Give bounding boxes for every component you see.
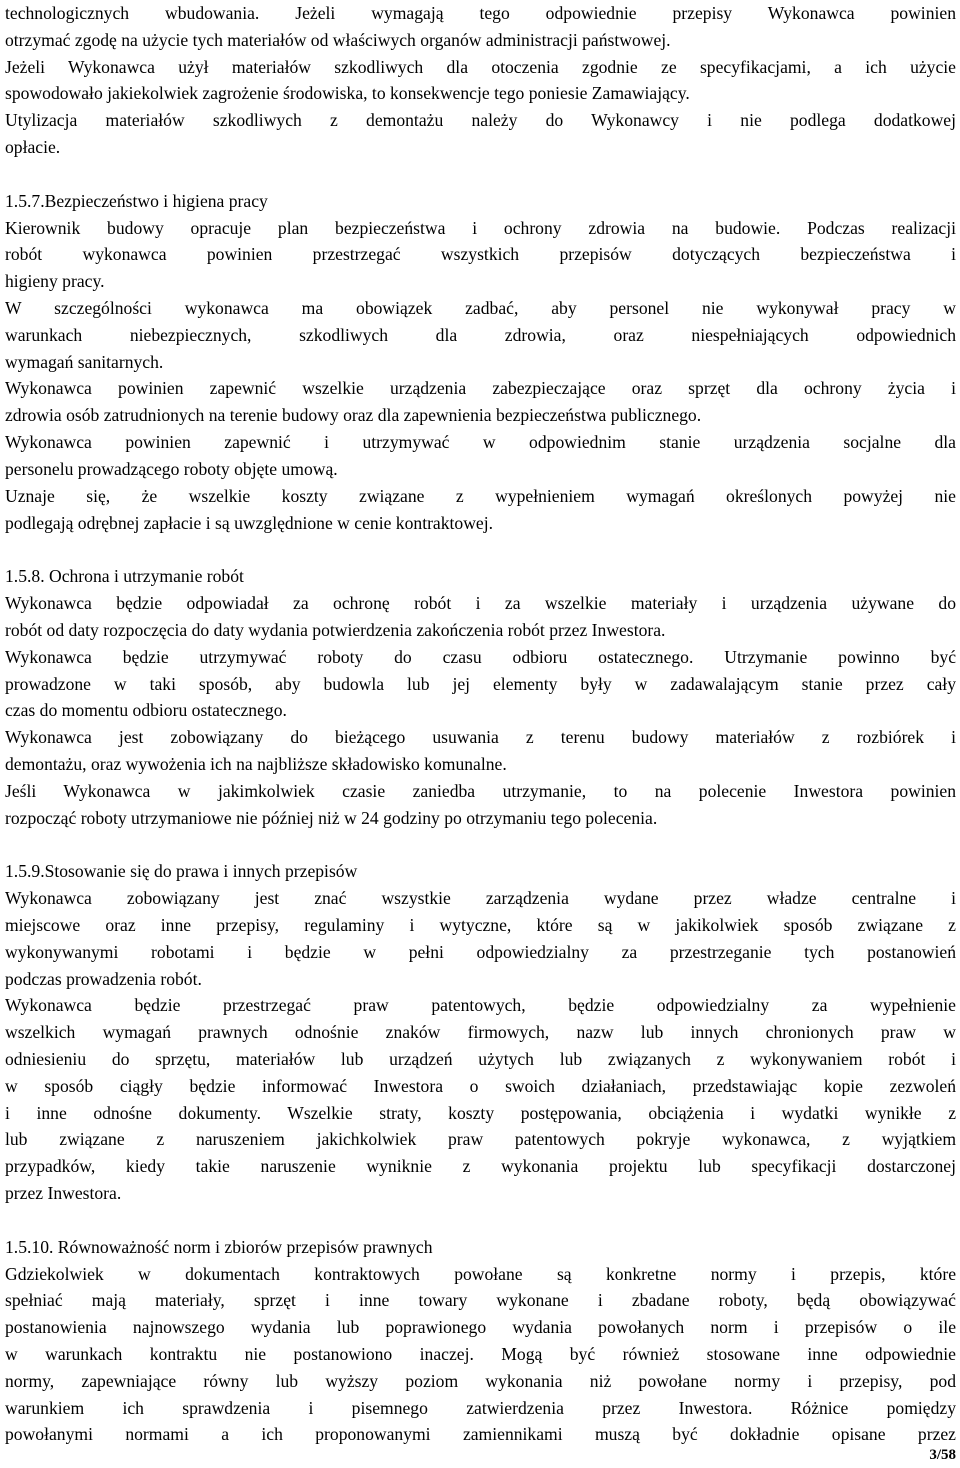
text-line: wszelkich wymagań prawnych odnośnie znaków firmowych, nazw lub innych chronionych praw w <box>5 1022 956 1043</box>
text-line: warunkach niebezpiecznych, szkodliwych dla zdrowia, oraz niespełniających odpowiednich <box>5 324 956 345</box>
text-line: otrzymać zgodę na użycie tych materiałów od właściwych organów administracji państwowej. <box>5 29 671 50</box>
text-line: postanowienia najnowszego wydania lub poprawionego wydania powołanych norm i przepisów o ile <box>5 1317 956 1338</box>
text-line: robót od daty rozpoczęcia do daty wydania potwierdzenia zakończenia robót przez Inwestora. <box>5 619 666 640</box>
text-line: czas do momentu odbioru ostatecznego. <box>5 700 287 721</box>
text-line: Kierownik budowy opracuje plan bezpieczeństwa i ochrony zdrowia na budowie. Podczas realizacji <box>5 217 956 238</box>
text-line: 1.5.7.Bezpieczeństwo i higiena pracy <box>5 190 268 211</box>
text-line: Wykonawca będzie przestrzegać praw patentowych, będzie odpowiedzialny za wypełnienie <box>5 995 956 1016</box>
text-line: opłacie. <box>5 137 61 158</box>
text-line: podlegają odrębnej zapłacie i są uwzględnione w cenie kontraktowej. <box>5 512 494 533</box>
text-line: wykonywanymi robotami i będzie w pełni odpowiedzialny za przestrzeganie tych postanowień <box>5 941 956 962</box>
text-line: zdrowia osób zatrudnionych na terenie budowy oraz dla zapewnienia bezpieczeństwa publicznego. <box>5 405 702 426</box>
text-line: prowadzone w taki sposób, aby budowla lub jej elementy były w zadawalającym stanie przez cały <box>5 673 956 694</box>
text-line: wymagań sanitarnych. <box>5 351 164 372</box>
text-line: normy, zapewniające równy lub wyższy poziom wykonania niż powołane normy i przepisy, pod <box>5 1370 956 1391</box>
text-line: technologicznych wbudowania. Jeżeli wymagają tego odpowiednie przepisy Wykonawca powinien <box>5 3 956 23</box>
text-line: przypadków, kiedy takie naruszenie wyniknie z wykonania projektu lub specyfikacji dostarczonej <box>5 1156 956 1177</box>
text-line: 1.5.8. Ochrona i utrzymanie robót <box>5 566 244 587</box>
text-line: demontażu, oraz wywożenia ich na najbliższe składowisko komunalne. <box>5 753 507 774</box>
text-line: w warunkach kontraktu nie postanowiono inaczej. Mogą być również stosowane inne odpowiednie <box>5 1344 956 1364</box>
text-line: 1.5.10. Równoważność norm i zbiorów przepisów prawnych <box>5 1236 433 1257</box>
text-line: Wykonawca powinien zapewnić i utrzymywać w odpowiednim stanie urządzenia socjalne dla <box>5 432 956 453</box>
text-line: i inne odnośne dokumenty. Wszelkie straty, koszty postępowania, obciążenia i wydatki wynikłe z <box>5 1102 956 1123</box>
text-line: spowodowało jakiekolwiek zagrożenie środowiska, to konsekwencje tego poniesie Zamawiający. <box>5 83 690 104</box>
text-line: higieny pracy. <box>5 271 105 292</box>
text-line: przez Inwestora. <box>5 1183 122 1204</box>
text-line: Wykonawca będzie odpowiadał za ochronę robót i za wszelkie materiały i urządzenia używane do <box>5 593 956 614</box>
text-line: warunkiem ich sprawdzenia i pisemnego zatwierdzenia przez Inwestora. Różnice pomiędzy <box>5 1397 956 1418</box>
text-line: Wykonawca zobowiązany jest znać wszystkie zarządzenia wydane przez władze centralne i <box>5 888 956 909</box>
text-line: miejscowe oraz inne przepisy, regulaminy i wytyczne, które są w jakikolwiek sposób związane z <box>5 914 956 935</box>
text-line: Utylizacja materiałów szkodliwych z demontażu należy do Wykonawcy i nie podlega dodatkowej <box>5 110 956 131</box>
text-line: Wykonawca jest zobowiązany do bieżącego usuwania z terenu budowy materiałów z rozbiórek i <box>5 727 956 748</box>
text-line: rozpocząć roboty utrzymaniowe nie później niż w 24 godziny po otrzymaniu tego polecenia. <box>5 807 658 828</box>
text-line: odniesieniu do sprzętu, materiałów lub urządzeń użytych lub związanych z wykonywaniem robót i <box>5 1048 956 1069</box>
text-line: Wykonawca powinien zapewnić wszelkie urządzenia zabezpieczające oraz sprzęt dla ochrony życia i <box>5 378 956 399</box>
text-line: w sposób ciągły będzie informować Inwestora o swoich działaniach, przedstawiając kopie zezwoleń <box>5 1075 956 1096</box>
page-number: 3/58 <box>929 1447 956 1463</box>
text-line: Wykonawca będzie utrzymywać roboty do czasu odbioru ostatecznego. Utrzymanie powinno być <box>5 646 956 667</box>
text-line: spełniać mają materiały, sprzęt i inne towary wykonane i zbadane roboty, będą obowiązywać <box>5 1290 956 1311</box>
text-line: Jeśli Wykonawca w jakimkolwiek czasie zaniedba utrzymanie, to na polecenie Inwestora powinien <box>5 780 956 801</box>
text-line: robót wykonawca powinien przestrzegać wszystkich przepisów dotyczących bezpieczeństwa i <box>5 244 956 265</box>
text-line: 1.5.9.Stosowanie się do prawa i innych przepisów <box>5 861 358 882</box>
text-line: Uznaje się, że wszelkie koszty związane z wypełnieniem wymagań określonych powyżej nie <box>5 485 956 506</box>
text-line: personelu prowadzącego roboty objęte umową. <box>5 458 338 479</box>
text-line: W szczególności wykonawca ma obowiązek zadbać, aby personel nie wykonywał pracy w <box>5 298 956 319</box>
text-line: podczas prowadzenia robót. <box>5 968 202 989</box>
text-line: lub związane z naruszeniem jakichkolwiek praw patentowych pokryje wykonawca, z wyjątkiem <box>5 1129 956 1150</box>
text-line: Gdziekolwiek w dokumentach kontraktowych powołane są konkretne normy i przepis, które <box>5 1263 956 1284</box>
text-line: Jeżeli Wykonawca użył materiałów szkodliwych dla otoczenia zgodnie ze specyfikacjami, a ich użycie <box>5 56 956 77</box>
text-line: powołanymi normami a ich proponowanymi zamiennikami muszą być dokładnie opisane przez <box>5 1424 956 1445</box>
